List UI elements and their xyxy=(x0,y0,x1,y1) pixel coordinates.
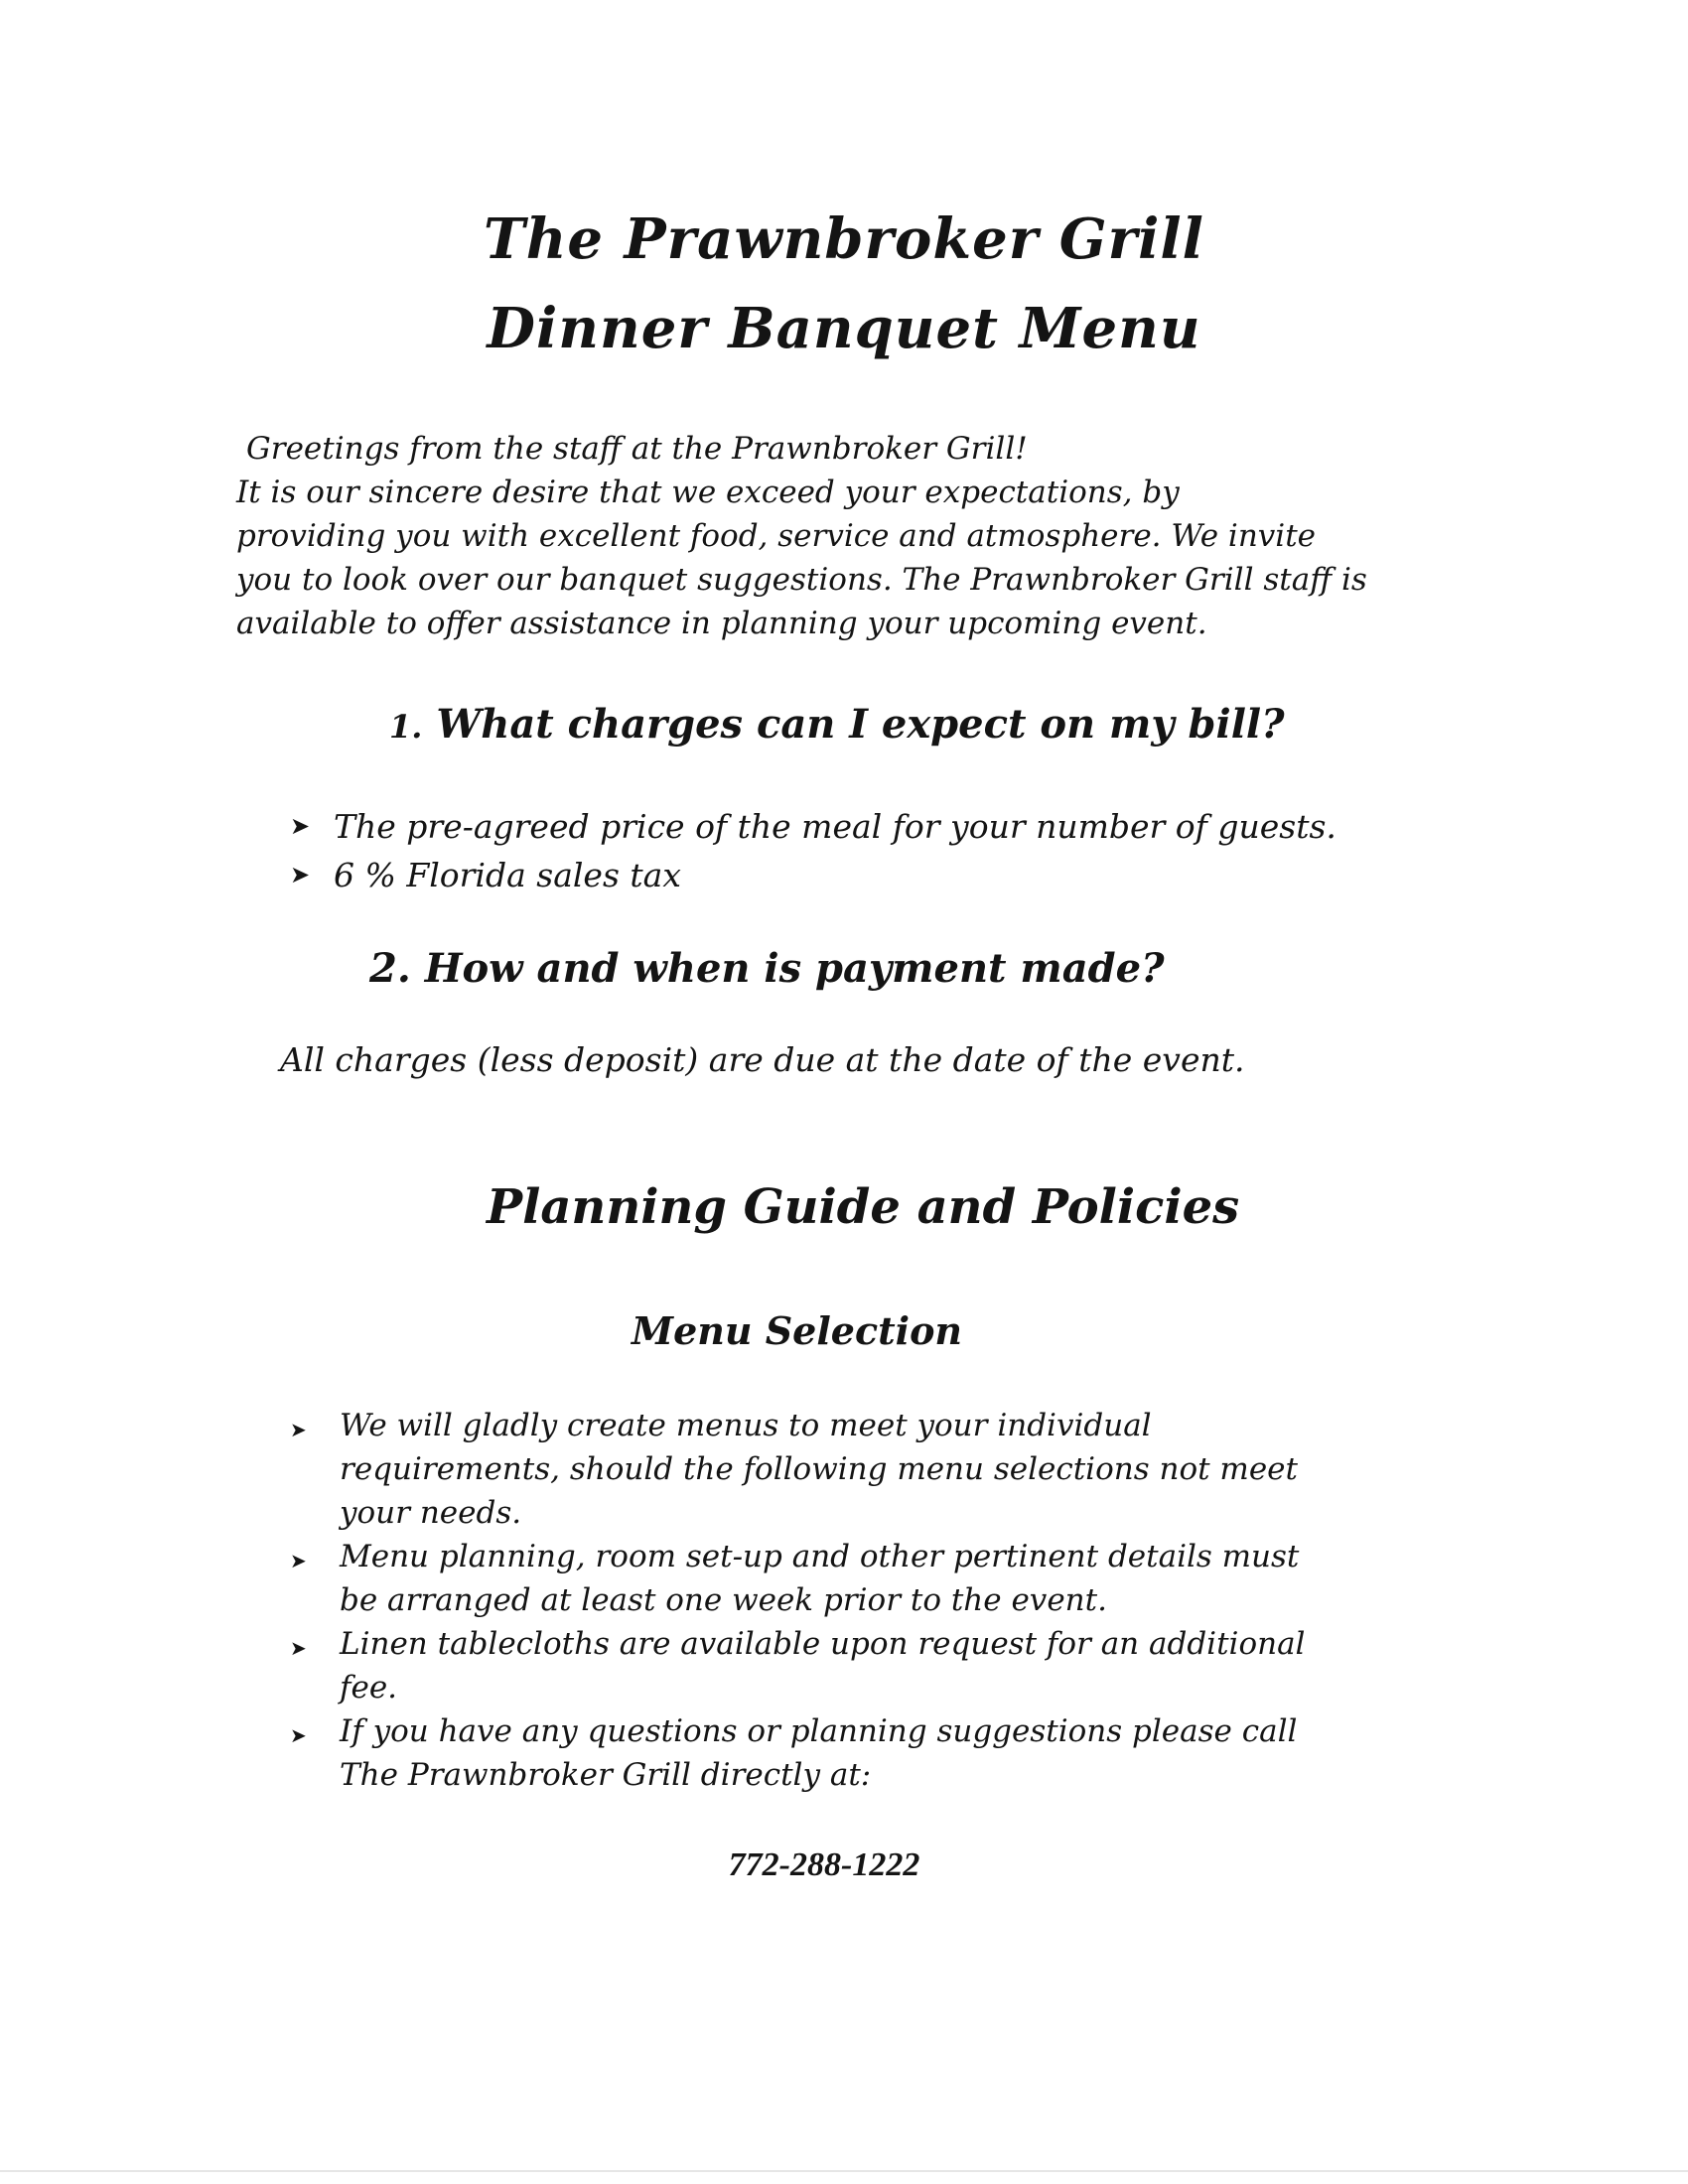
list-item xyxy=(290,851,1336,899)
question-2-heading xyxy=(369,945,1165,992)
phone-number: 772-288-1222 xyxy=(728,1846,920,1883)
intro-paragraph xyxy=(236,427,1428,645)
list-item-line: Menu planning, room set-up and other pertinent details must xyxy=(340,1539,1300,1574)
arrowhead-bullet-icon: ➤ xyxy=(290,1636,307,1660)
page-title xyxy=(0,195,1688,373)
question-1-number: 1. xyxy=(389,708,423,746)
list-item-line: your needs. xyxy=(340,1495,522,1531)
planning-section-title: Planning Guide and Policies xyxy=(487,1179,1240,1235)
menu-selection-subtitle: Menu Selection xyxy=(632,1308,963,1353)
list-item-line: Linen tablecloths are available upon request for an additional xyxy=(340,1626,1306,1662)
list-item xyxy=(290,802,1336,851)
list-item-line: requirements, should the following menu selections not meet xyxy=(340,1451,1298,1487)
arrowhead-bullet-icon: ➤ xyxy=(290,1723,307,1747)
list-item-text: 6 % Florida sales tax xyxy=(334,856,681,894)
title-line-1: The Prawnbroker Grill xyxy=(484,206,1204,272)
list-item-line: be arranged at least one week prior to the event. xyxy=(340,1582,1107,1618)
list-item xyxy=(290,1622,1422,1709)
list-item-line: We will gladly create menus to meet your individual xyxy=(340,1408,1152,1443)
list-item-text: The pre-agreed price of the meal for your number of guests. xyxy=(334,807,1336,846)
intro-line: you to look over our banquet suggestions. The Prawnbroker Grill staff is xyxy=(236,562,1367,598)
list-item xyxy=(290,1709,1422,1797)
list-item-line: If you have any questions or planning suggestions please call xyxy=(340,1713,1298,1749)
intro-line: Greetings from the staff at the Prawnbroker Grill! xyxy=(246,431,1028,467)
intro-line: available to offer assistance in planning your upcoming event. xyxy=(236,606,1207,641)
question-2-number: 2. xyxy=(369,945,411,992)
arrowhead-bullet-icon: ➤ xyxy=(290,1418,307,1441)
intro-line: It is our sincere desire that we exceed your expectations, by xyxy=(236,475,1180,510)
list-item xyxy=(290,1535,1422,1622)
title-line-2: Dinner Banquet Menu xyxy=(487,296,1201,361)
arrowhead-bullet-icon: ➤ xyxy=(290,861,311,888)
charges-list xyxy=(290,802,1336,899)
planning-list xyxy=(290,1404,1422,1797)
arrowhead-bullet-icon: ➤ xyxy=(290,1549,307,1572)
question-1-text: What charges can I expect on my bill? xyxy=(436,701,1285,748)
page-bottom-divider xyxy=(0,2170,1688,2172)
list-item-line: The Prawnbroker Grill directly at: xyxy=(340,1757,872,1793)
question-2-text: How and when is payment made? xyxy=(424,945,1165,992)
question-1-heading xyxy=(389,701,1285,748)
list-item xyxy=(290,1404,1422,1535)
list-item-line: fee. xyxy=(340,1670,398,1706)
arrowhead-bullet-icon: ➤ xyxy=(290,812,311,840)
payment-answer: All charges (less deposit) are due at the date of the event. xyxy=(280,1040,1245,1079)
intro-line: providing you with excellent food, service and atmosphere. We invite xyxy=(236,518,1317,554)
